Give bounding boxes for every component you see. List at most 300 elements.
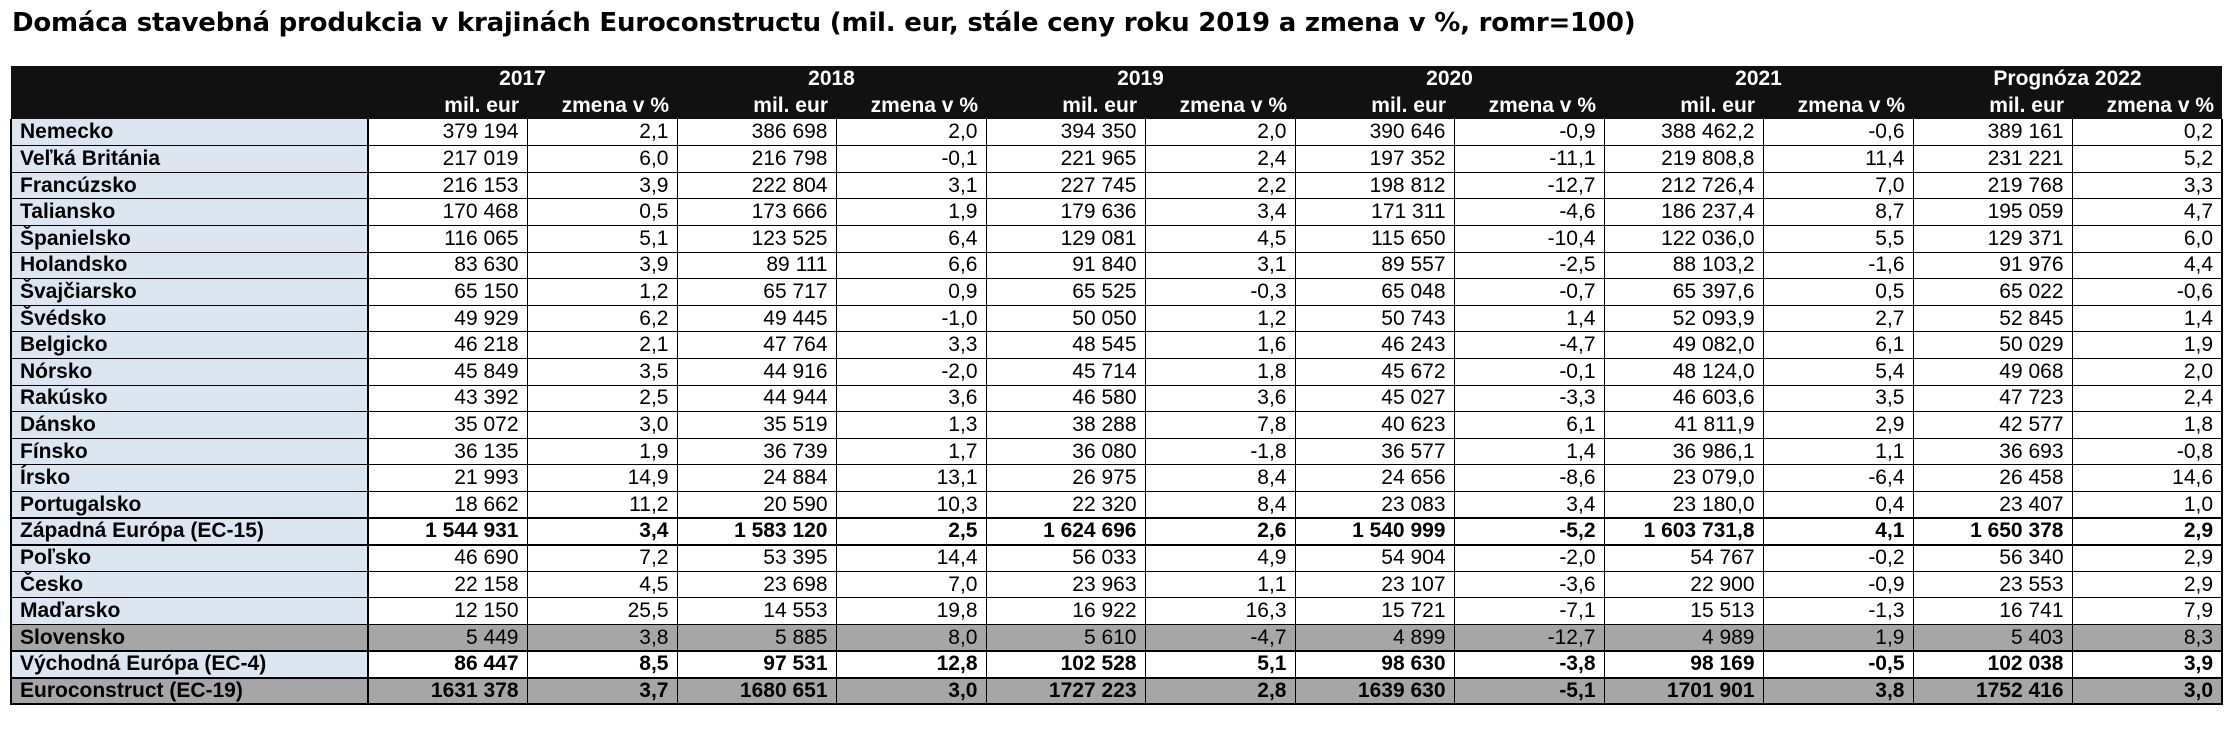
value-cell: 198 812 bbox=[1295, 172, 1454, 199]
change-cell: 6,0 bbox=[527, 146, 677, 173]
value-cell: 48 124,0 bbox=[1604, 359, 1763, 386]
value-cell: 1 583 120 bbox=[677, 518, 836, 545]
change-cell: 3,1 bbox=[836, 172, 986, 199]
change-cell: 6,0 bbox=[2072, 226, 2222, 253]
country-name: Dánsko bbox=[11, 412, 368, 439]
value-cell: 22 320 bbox=[986, 492, 1145, 519]
change-cell: 3,4 bbox=[527, 518, 677, 545]
value-cell: 23 107 bbox=[1295, 571, 1454, 598]
value-cell: 89 557 bbox=[1295, 252, 1454, 279]
change-cell: 6,2 bbox=[527, 305, 677, 332]
change-cell: -8,6 bbox=[1454, 465, 1604, 492]
value-cell: 98 630 bbox=[1295, 651, 1454, 678]
change-column-header: zmena v % bbox=[836, 93, 986, 120]
change-cell: -3,3 bbox=[1454, 385, 1604, 412]
value-cell: 1631 378 bbox=[368, 678, 527, 705]
value-column-header: mil. eur bbox=[1604, 93, 1763, 120]
value-cell: 46 218 bbox=[368, 332, 527, 359]
change-cell: 1,1 bbox=[1145, 571, 1295, 598]
value-cell: 49 068 bbox=[1913, 359, 2072, 386]
value-cell: 1 603 731,8 bbox=[1604, 518, 1763, 545]
change-cell: 8,5 bbox=[527, 651, 677, 678]
change-cell: 25,5 bbox=[527, 598, 677, 625]
value-cell: 1701 901 bbox=[1604, 678, 1763, 705]
table-title: Domáca stavebná produkcia v krajinách Euroconstructu (mil. eur, stále ceny roku 2019 a zmena v %, romr=100) bbox=[12, 8, 1636, 38]
value-cell: 53 395 bbox=[677, 545, 836, 572]
change-cell: -6,4 bbox=[1763, 465, 1913, 492]
value-cell: 23 180,0 bbox=[1604, 492, 1763, 519]
change-cell: 1,9 bbox=[1763, 624, 1913, 651]
change-cell: -10,4 bbox=[1454, 226, 1604, 253]
change-cell: 13,1 bbox=[836, 465, 986, 492]
table-row bbox=[11, 571, 2222, 598]
change-cell: 2,5 bbox=[836, 518, 986, 545]
value-cell: 44 916 bbox=[677, 359, 836, 386]
change-cell: 1,4 bbox=[1454, 305, 1604, 332]
change-cell: -0,2 bbox=[1763, 545, 1913, 572]
country-name: Slovensko bbox=[11, 624, 368, 651]
value-cell: 221 965 bbox=[986, 146, 1145, 173]
value-cell: 56 340 bbox=[1913, 545, 2072, 572]
change-cell: 1,9 bbox=[2072, 332, 2222, 359]
value-cell: 26 458 bbox=[1913, 465, 2072, 492]
value-cell: 23 407 bbox=[1913, 492, 2072, 519]
change-cell: -0,8 bbox=[2072, 438, 2222, 465]
value-cell: 4 899 bbox=[1295, 624, 1454, 651]
value-cell: 54 767 bbox=[1604, 545, 1763, 572]
country-name: Západná Európa (EC-15) bbox=[11, 518, 368, 545]
change-cell: 3,0 bbox=[836, 678, 986, 705]
value-cell: 216 798 bbox=[677, 146, 836, 173]
country-name: Belgicko bbox=[11, 332, 368, 359]
change-cell: 10,3 bbox=[836, 492, 986, 519]
change-cell: 3,9 bbox=[527, 252, 677, 279]
value-cell: 227 745 bbox=[986, 172, 1145, 199]
value-cell: 115 650 bbox=[1295, 226, 1454, 253]
change-cell: 3,5 bbox=[527, 359, 677, 386]
value-cell: 123 525 bbox=[677, 226, 836, 253]
table-row bbox=[11, 545, 2222, 572]
value-cell: 65 525 bbox=[986, 279, 1145, 306]
change-cell: 2,0 bbox=[2072, 359, 2222, 386]
value-cell: 36 135 bbox=[368, 438, 527, 465]
value-cell: 46 580 bbox=[986, 385, 1145, 412]
construction-output-table bbox=[10, 66, 2223, 705]
table-row bbox=[11, 279, 2222, 306]
change-cell: -4,7 bbox=[1145, 624, 1295, 651]
change-cell: 0,9 bbox=[836, 279, 986, 306]
change-cell: 4,5 bbox=[1145, 226, 1295, 253]
year-header-row bbox=[11, 66, 2222, 93]
change-cell: -0,1 bbox=[1454, 359, 1604, 386]
change-cell: -2,0 bbox=[836, 359, 986, 386]
change-cell: -1,3 bbox=[1763, 598, 1913, 625]
value-cell: 45 672 bbox=[1295, 359, 1454, 386]
change-cell: -2,0 bbox=[1454, 545, 1604, 572]
change-column-header: zmena v % bbox=[1145, 93, 1295, 120]
change-cell: 3,8 bbox=[1763, 678, 1913, 705]
table-row bbox=[11, 305, 2222, 332]
change-cell: 2,4 bbox=[1145, 146, 1295, 173]
value-cell: 52 093,9 bbox=[1604, 305, 1763, 332]
table-row bbox=[11, 172, 2222, 199]
change-cell: 1,4 bbox=[2072, 305, 2222, 332]
change-cell: -3,8 bbox=[1454, 651, 1604, 678]
year-header: 2019 bbox=[986, 66, 1295, 93]
value-cell: 44 944 bbox=[677, 385, 836, 412]
change-cell: 3,4 bbox=[1145, 199, 1295, 226]
change-cell: 4,9 bbox=[1145, 545, 1295, 572]
change-cell: -1,6 bbox=[1763, 252, 1913, 279]
value-cell: 16 741 bbox=[1913, 598, 2072, 625]
value-cell: 35 519 bbox=[677, 412, 836, 439]
change-cell: 11,2 bbox=[527, 492, 677, 519]
header-corner bbox=[11, 66, 368, 93]
value-cell: 91 976 bbox=[1913, 252, 2072, 279]
change-cell: 2,1 bbox=[527, 119, 677, 146]
change-cell: -3,6 bbox=[1454, 571, 1604, 598]
change-cell: 3,9 bbox=[527, 172, 677, 199]
value-cell: 83 630 bbox=[368, 252, 527, 279]
value-cell: 65 717 bbox=[677, 279, 836, 306]
change-cell: 8,0 bbox=[836, 624, 986, 651]
change-cell: 2,8 bbox=[1145, 678, 1295, 705]
value-cell: 22 900 bbox=[1604, 571, 1763, 598]
change-cell: -1,8 bbox=[1145, 438, 1295, 465]
value-cell: 5 403 bbox=[1913, 624, 2072, 651]
value-cell: 98 169 bbox=[1604, 651, 1763, 678]
value-cell: 42 577 bbox=[1913, 412, 2072, 439]
value-cell: 48 545 bbox=[986, 332, 1145, 359]
change-cell: 2,6 bbox=[1145, 518, 1295, 545]
table-row bbox=[11, 465, 2222, 492]
change-column-header: zmena v % bbox=[2072, 93, 2222, 120]
change-cell: 3,0 bbox=[527, 412, 677, 439]
value-cell: 46 243 bbox=[1295, 332, 1454, 359]
value-cell: 388 462,2 bbox=[1604, 119, 1763, 146]
value-column-header: mil. eur bbox=[1913, 93, 2072, 120]
change-cell: 0,5 bbox=[1763, 279, 1913, 306]
value-cell: 222 804 bbox=[677, 172, 836, 199]
value-cell: 102 038 bbox=[1913, 651, 2072, 678]
change-cell: 4,5 bbox=[527, 571, 677, 598]
value-cell: 50 743 bbox=[1295, 305, 1454, 332]
value-cell: 122 036,0 bbox=[1604, 226, 1763, 253]
change-cell: 2,4 bbox=[2072, 385, 2222, 412]
change-cell: 8,4 bbox=[1145, 492, 1295, 519]
change-cell: 2,1 bbox=[527, 332, 677, 359]
value-cell: 50 029 bbox=[1913, 332, 2072, 359]
value-cell: 102 528 bbox=[986, 651, 1145, 678]
value-cell: 46 690 bbox=[368, 545, 527, 572]
change-cell: 1,9 bbox=[527, 438, 677, 465]
value-cell: 45 714 bbox=[986, 359, 1145, 386]
change-cell: 2,9 bbox=[2072, 571, 2222, 598]
value-cell: 24 884 bbox=[677, 465, 836, 492]
country-name: Nórsko bbox=[11, 359, 368, 386]
country-name: Východná Európa (EC-4) bbox=[11, 651, 368, 678]
change-cell: 2,9 bbox=[2072, 545, 2222, 572]
table-row bbox=[11, 146, 2222, 173]
value-cell: 5 449 bbox=[368, 624, 527, 651]
value-cell: 5 885 bbox=[677, 624, 836, 651]
value-cell: 49 445 bbox=[677, 305, 836, 332]
change-cell: 3,8 bbox=[527, 624, 677, 651]
value-cell: 197 352 bbox=[1295, 146, 1454, 173]
value-cell: 23 553 bbox=[1913, 571, 2072, 598]
change-cell: 2,0 bbox=[836, 119, 986, 146]
value-cell: 36 577 bbox=[1295, 438, 1454, 465]
change-column-header: zmena v % bbox=[1454, 93, 1604, 120]
value-cell: 23 079,0 bbox=[1604, 465, 1763, 492]
table-row bbox=[11, 226, 2222, 253]
value-cell: 36 080 bbox=[986, 438, 1145, 465]
country-name: Írsko bbox=[11, 465, 368, 492]
country-name: Veľká Británia bbox=[11, 146, 368, 173]
value-cell: 12 150 bbox=[368, 598, 527, 625]
table-row bbox=[11, 651, 2222, 678]
change-cell: 1,8 bbox=[2072, 412, 2222, 439]
value-cell: 1680 651 bbox=[677, 678, 836, 705]
change-cell: -0,3 bbox=[1145, 279, 1295, 306]
value-column-header: mil. eur bbox=[1295, 93, 1454, 120]
value-cell: 23 083 bbox=[1295, 492, 1454, 519]
value-cell: 65 048 bbox=[1295, 279, 1454, 306]
value-cell: 35 072 bbox=[368, 412, 527, 439]
change-cell: 7,8 bbox=[1145, 412, 1295, 439]
change-cell: 2,7 bbox=[1763, 305, 1913, 332]
value-cell: 65 022 bbox=[1913, 279, 2072, 306]
change-cell: 3,3 bbox=[2072, 172, 2222, 199]
table-row bbox=[11, 678, 2222, 705]
country-name: Španielsko bbox=[11, 226, 368, 253]
value-cell: 50 050 bbox=[986, 305, 1145, 332]
change-cell: 1,2 bbox=[1145, 305, 1295, 332]
value-cell: 217 019 bbox=[368, 146, 527, 173]
value-cell: 15 513 bbox=[1604, 598, 1763, 625]
value-cell: 170 468 bbox=[368, 199, 527, 226]
change-cell: 4,7 bbox=[2072, 199, 2222, 226]
change-cell: 3,4 bbox=[1454, 492, 1604, 519]
value-cell: 21 993 bbox=[368, 465, 527, 492]
change-cell: -0,1 bbox=[836, 146, 986, 173]
change-cell: -0,5 bbox=[1763, 651, 1913, 678]
header-corner bbox=[11, 93, 368, 120]
value-cell: 1 544 931 bbox=[368, 518, 527, 545]
change-cell: 1,3 bbox=[836, 412, 986, 439]
change-cell: 7,0 bbox=[1763, 172, 1913, 199]
change-cell: 5,4 bbox=[1763, 359, 1913, 386]
value-cell: 41 811,9 bbox=[1604, 412, 1763, 439]
table-row bbox=[11, 518, 2222, 545]
country-name: Fínsko bbox=[11, 438, 368, 465]
value-cell: 16 922 bbox=[986, 598, 1145, 625]
value-cell: 56 033 bbox=[986, 545, 1145, 572]
value-cell: 129 081 bbox=[986, 226, 1145, 253]
change-cell: 2,0 bbox=[1145, 119, 1295, 146]
change-cell: 2,9 bbox=[1763, 412, 1913, 439]
change-cell: 3,7 bbox=[527, 678, 677, 705]
value-cell: 49 082,0 bbox=[1604, 332, 1763, 359]
value-cell: 1 540 999 bbox=[1295, 518, 1454, 545]
value-cell: 97 531 bbox=[677, 651, 836, 678]
value-cell: 49 929 bbox=[368, 305, 527, 332]
value-cell: 1752 416 bbox=[1913, 678, 2072, 705]
change-cell: -1,0 bbox=[836, 305, 986, 332]
table-row bbox=[11, 412, 2222, 439]
change-cell: 1,6 bbox=[1145, 332, 1295, 359]
country-name: Euroconstruct (EC-19) bbox=[11, 678, 368, 705]
change-cell: 3,1 bbox=[1145, 252, 1295, 279]
change-cell: 6,1 bbox=[1763, 332, 1913, 359]
value-cell: 65 150 bbox=[368, 279, 527, 306]
change-cell: 2,5 bbox=[527, 385, 677, 412]
value-cell: 173 666 bbox=[677, 199, 836, 226]
year-header: 2020 bbox=[1295, 66, 1604, 93]
change-cell: -4,7 bbox=[1454, 332, 1604, 359]
change-cell: 1,8 bbox=[1145, 359, 1295, 386]
country-name: Portugalsko bbox=[11, 492, 368, 519]
value-cell: 18 662 bbox=[368, 492, 527, 519]
change-cell: 0,2 bbox=[2072, 119, 2222, 146]
change-cell: 14,6 bbox=[2072, 465, 2222, 492]
change-cell: 5,1 bbox=[527, 226, 677, 253]
table-row bbox=[11, 624, 2222, 651]
value-cell: 22 158 bbox=[368, 571, 527, 598]
value-cell: 26 975 bbox=[986, 465, 1145, 492]
country-name: Nemecko bbox=[11, 119, 368, 146]
table-row bbox=[11, 385, 2222, 412]
value-cell: 394 350 bbox=[986, 119, 1145, 146]
value-cell: 36 739 bbox=[677, 438, 836, 465]
table-body bbox=[11, 119, 2222, 704]
change-cell: 16,3 bbox=[1145, 598, 1295, 625]
value-cell: 179 636 bbox=[986, 199, 1145, 226]
value-cell: 212 726,4 bbox=[1604, 172, 1763, 199]
change-cell: 3,9 bbox=[2072, 651, 2222, 678]
value-column-header: mil. eur bbox=[368, 93, 527, 120]
change-cell: 7,0 bbox=[836, 571, 986, 598]
change-column-header: zmena v % bbox=[527, 93, 677, 120]
year-header: 2021 bbox=[1604, 66, 1913, 93]
value-cell: 231 221 bbox=[1913, 146, 2072, 173]
subheader-row bbox=[11, 93, 2222, 120]
country-name: Francúzsko bbox=[11, 172, 368, 199]
change-cell: 1,9 bbox=[836, 199, 986, 226]
value-cell: 15 721 bbox=[1295, 598, 1454, 625]
country-name: Maďarsko bbox=[11, 598, 368, 625]
value-cell: 88 103,2 bbox=[1604, 252, 1763, 279]
country-name: Poľsko bbox=[11, 545, 368, 572]
change-cell: 6,4 bbox=[836, 226, 986, 253]
change-cell: -0,9 bbox=[1763, 571, 1913, 598]
value-cell: 195 059 bbox=[1913, 199, 2072, 226]
value-cell: 86 447 bbox=[368, 651, 527, 678]
value-cell: 43 392 bbox=[368, 385, 527, 412]
change-cell: 1,4 bbox=[1454, 438, 1604, 465]
value-cell: 389 161 bbox=[1913, 119, 2072, 146]
value-cell: 45 027 bbox=[1295, 385, 1454, 412]
country-name: Česko bbox=[11, 571, 368, 598]
value-cell: 47 723 bbox=[1913, 385, 2072, 412]
value-cell: 129 371 bbox=[1913, 226, 2072, 253]
value-cell: 171 311 bbox=[1295, 199, 1454, 226]
change-cell: 5,5 bbox=[1763, 226, 1913, 253]
value-cell: 386 698 bbox=[677, 119, 836, 146]
value-cell: 47 764 bbox=[677, 332, 836, 359]
value-cell: 4 989 bbox=[1604, 624, 1763, 651]
country-name: Švajčiarsko bbox=[11, 279, 368, 306]
change-cell: 3,6 bbox=[836, 385, 986, 412]
value-cell: 1639 630 bbox=[1295, 678, 1454, 705]
value-cell: 1 650 378 bbox=[1913, 518, 2072, 545]
change-cell: 2,9 bbox=[2072, 518, 2222, 545]
change-cell: 8,3 bbox=[2072, 624, 2222, 651]
year-header: 2017 bbox=[368, 66, 677, 93]
change-cell: 7,9 bbox=[2072, 598, 2222, 625]
value-cell: 36 986,1 bbox=[1604, 438, 1763, 465]
country-name: Taliansko bbox=[11, 199, 368, 226]
change-cell: 0,5 bbox=[527, 199, 677, 226]
change-cell: 1,2 bbox=[527, 279, 677, 306]
change-cell: 12,8 bbox=[836, 651, 986, 678]
value-cell: 91 840 bbox=[986, 252, 1145, 279]
change-cell: -12,7 bbox=[1454, 172, 1604, 199]
value-cell: 390 646 bbox=[1295, 119, 1454, 146]
change-cell: -0,7 bbox=[1454, 279, 1604, 306]
value-cell: 14 553 bbox=[677, 598, 836, 625]
value-cell: 1727 223 bbox=[986, 678, 1145, 705]
table-row bbox=[11, 119, 2222, 146]
value-cell: 5 610 bbox=[986, 624, 1145, 651]
country-name: Rakúsko bbox=[11, 385, 368, 412]
change-cell: -2,5 bbox=[1454, 252, 1604, 279]
change-cell: -0,6 bbox=[1763, 119, 1913, 146]
value-cell: 216 153 bbox=[368, 172, 527, 199]
change-cell: 8,4 bbox=[1145, 465, 1295, 492]
change-cell: 8,7 bbox=[1763, 199, 1913, 226]
table-row bbox=[11, 199, 2222, 226]
year-header: 2018 bbox=[677, 66, 986, 93]
change-column-header: zmena v % bbox=[1763, 93, 1913, 120]
value-column-header: mil. eur bbox=[677, 93, 836, 120]
value-cell: 219 808,8 bbox=[1604, 146, 1763, 173]
change-cell: 2,2 bbox=[1145, 172, 1295, 199]
value-cell: 219 768 bbox=[1913, 172, 2072, 199]
change-cell: 3,0 bbox=[2072, 678, 2222, 705]
country-name: Holandsko bbox=[11, 252, 368, 279]
value-cell: 46 603,6 bbox=[1604, 385, 1763, 412]
value-cell: 54 904 bbox=[1295, 545, 1454, 572]
value-column-header: mil. eur bbox=[986, 93, 1145, 120]
change-cell: -7,1 bbox=[1454, 598, 1604, 625]
change-cell: -5,2 bbox=[1454, 518, 1604, 545]
year-header: Prognóza 2022 bbox=[1913, 66, 2222, 93]
value-cell: 1 624 696 bbox=[986, 518, 1145, 545]
table-row bbox=[11, 492, 2222, 519]
value-cell: 20 590 bbox=[677, 492, 836, 519]
value-cell: 40 623 bbox=[1295, 412, 1454, 439]
change-cell: -5,1 bbox=[1454, 678, 1604, 705]
table-row bbox=[11, 598, 2222, 625]
value-cell: 116 065 bbox=[368, 226, 527, 253]
change-cell: 5,1 bbox=[1145, 651, 1295, 678]
change-cell: 4,1 bbox=[1763, 518, 1913, 545]
table-row bbox=[11, 332, 2222, 359]
change-cell: 1,7 bbox=[836, 438, 986, 465]
table-row bbox=[11, 252, 2222, 279]
change-cell: 6,1 bbox=[1454, 412, 1604, 439]
